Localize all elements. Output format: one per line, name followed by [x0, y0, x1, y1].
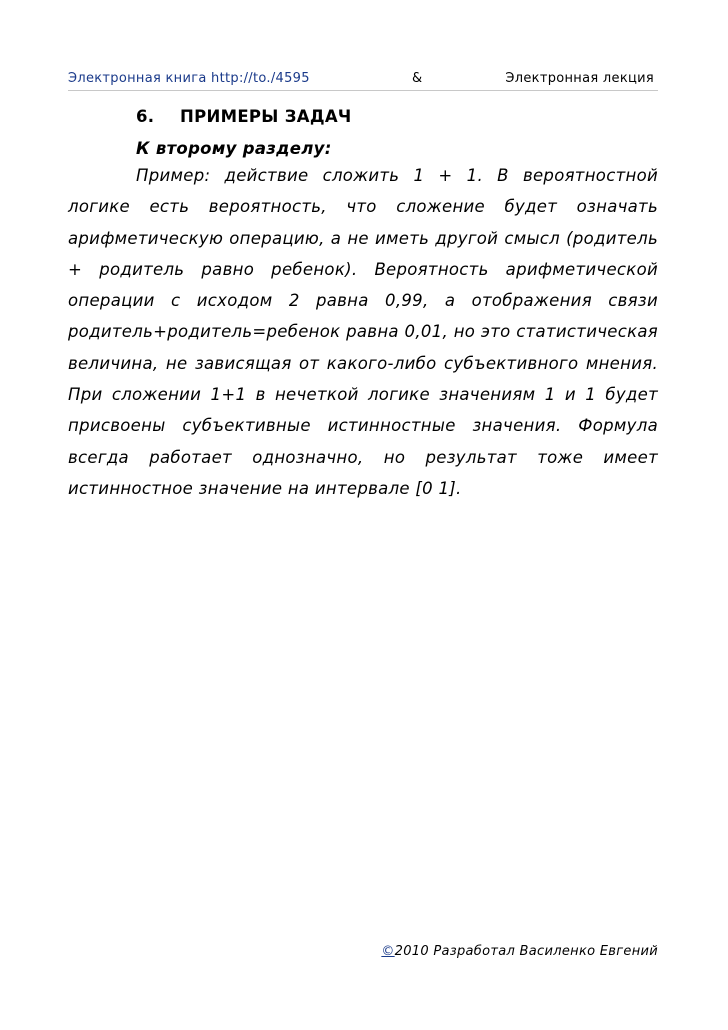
footer-credit: 2010 Разработал Василенко Евгений [394, 944, 658, 959]
header-ampersand: & [412, 71, 423, 86]
copyright-symbol: © [381, 944, 395, 959]
page-footer [381, 944, 658, 959]
ebook-link[interactable]: Электронная книга http://to./4595 [68, 71, 310, 86]
example-paragraph: Пример: действие сложить 1 + 1. В вероятностной логике есть вероятность, что сложение будет означать арифметическую операцию, а не иметь другой смысл (родитель + родитель равно ребенок). Вероятность арифметической операции с исходом 2 равна 0,99, а отображения связи родитель+родитель=ребенок равна 0,01, но это статистическая величина, не зависящая от какого-либо субъективного мнения. При сложении 1+1 в нечеткой логике значениям 1 и 1 будет присвоены субъективные истинностные значения. Формула всегда работает однозначно, но результат тоже имеет истинностное значение на интервале [0 1]. [68, 166, 658, 498]
header-lecture-label: Электронная лекция [505, 71, 654, 86]
section-number: 6. [136, 107, 155, 126]
body-text [68, 160, 658, 504]
header-divider [68, 90, 658, 91]
subsection-heading: К второму разделу: [136, 139, 332, 158]
section-heading [136, 107, 352, 126]
page-header [68, 71, 658, 89]
section-title: ПРИМЕРЫ ЗАДАЧ [180, 107, 352, 126]
